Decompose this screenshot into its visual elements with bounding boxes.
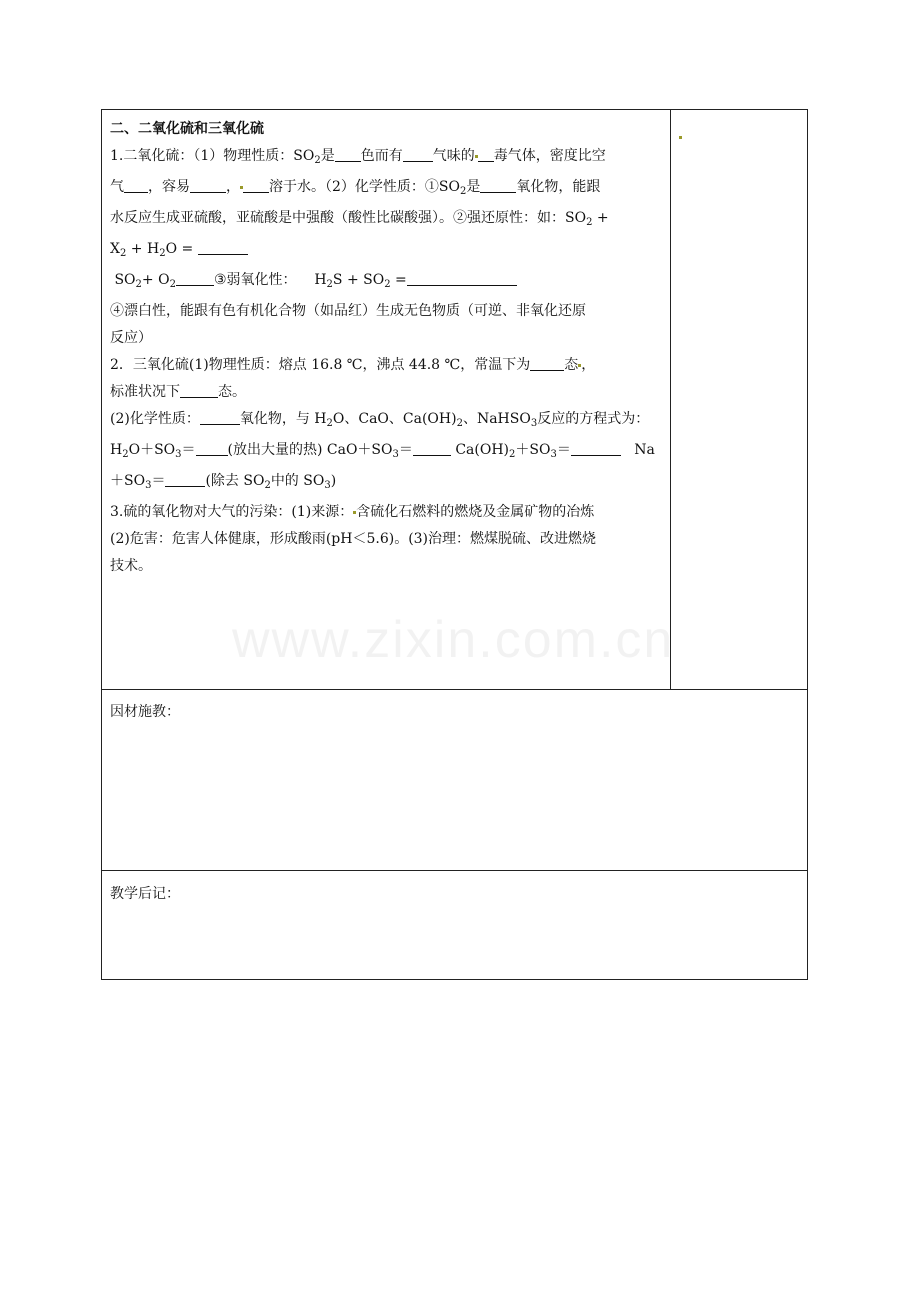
so3-line-2 xyxy=(110,379,662,406)
so2-line-1 xyxy=(110,143,662,174)
text-fragment: ，容易 xyxy=(148,179,190,195)
text-fragment: (除去 SO xyxy=(205,473,265,489)
answer-blank xyxy=(165,471,205,487)
section-title: 二、二氧化硫和三氧化硫 xyxy=(110,121,264,137)
subscript: 2 xyxy=(169,279,176,290)
answer-blank xyxy=(190,177,226,193)
adapt-teaching-row xyxy=(102,689,807,871)
subscript: 2 xyxy=(509,449,516,460)
answer-blank xyxy=(403,146,433,162)
subscript: 2 xyxy=(384,279,391,290)
text-fragment: ＝ xyxy=(556,442,571,458)
subscript: 2 xyxy=(456,418,463,429)
teaching-reflection-label: 教学后记： xyxy=(110,886,180,902)
watermark: www.zixin.com.cn xyxy=(232,611,675,669)
answer-blank xyxy=(407,270,517,286)
subscript: 3 xyxy=(324,480,331,491)
text-fragment: ＝ xyxy=(181,442,196,458)
text-fragment: 是 xyxy=(320,148,335,164)
text-fragment: ＝ xyxy=(151,473,166,489)
text-fragment: = xyxy=(390,272,407,288)
so2-line-4 xyxy=(110,236,662,267)
text-fragment: 水反应生成亚硫酸，亚硫酸是中强酸（酸性比碳酸强）。②强还原性：如：SO xyxy=(110,210,587,226)
subscript: 2 xyxy=(135,279,142,290)
text-fragment: 是 xyxy=(466,179,481,195)
subscript: 3 xyxy=(530,418,538,429)
text-fragment: ) xyxy=(330,473,337,489)
content-row xyxy=(102,110,807,690)
answer-blank xyxy=(196,440,228,456)
text-fragment: O＋SO xyxy=(128,442,176,458)
answer-blank xyxy=(124,177,148,193)
text-fragment: ＝ xyxy=(398,442,413,458)
column-divider xyxy=(670,110,671,689)
subscript: 2 xyxy=(122,449,129,460)
answer-blank xyxy=(176,270,214,286)
so2-line-7: 反应） xyxy=(110,330,152,346)
subscript: 2 xyxy=(119,248,127,259)
subscript: 3 xyxy=(175,449,182,460)
text-fragment: 色而有 xyxy=(360,148,403,164)
text-fragment: (放出大量的热) CaO＋SO xyxy=(227,442,393,458)
so3-line-5 xyxy=(110,468,662,499)
so3-line-3 xyxy=(110,406,662,437)
text-fragment: H xyxy=(314,272,327,288)
text-fragment: 中的 SO xyxy=(270,473,325,489)
text-fragment: Na xyxy=(634,442,655,458)
answer-blank xyxy=(530,355,564,371)
text-fragment: 1.二氧化硫：（1）物理性质：SO xyxy=(110,148,315,164)
adapt-teaching-label: 因材施教： xyxy=(110,704,180,720)
subscript: 2 xyxy=(326,418,333,429)
text-fragment: 3.硫的氧化物对大气的污染：(1)来源： xyxy=(110,504,354,520)
text-fragment: S + SO xyxy=(332,272,385,288)
pollution-line-1 xyxy=(110,499,662,526)
text-fragment: ③弱氧化性： xyxy=(213,272,297,288)
text-fragment: 反应的方程式为： xyxy=(537,411,650,427)
text-fragment: 气味的 xyxy=(432,148,475,164)
lesson-table xyxy=(101,109,808,980)
subscript: 2 xyxy=(459,186,467,197)
so2-line-5 xyxy=(110,267,662,298)
text-fragment: ， xyxy=(226,179,240,195)
answer-blank xyxy=(571,440,621,456)
text-fragment: X xyxy=(110,241,120,257)
subscript: 3 xyxy=(145,480,152,491)
text-fragment: 毒气体，密度比空 xyxy=(493,148,606,164)
text-fragment: 氧化物，与 H xyxy=(239,411,327,427)
text-fragment: 标准状况下 xyxy=(110,384,180,400)
so2-line-3 xyxy=(110,205,662,236)
text-fragment: SO xyxy=(114,272,136,288)
text-fragment: H xyxy=(110,442,123,458)
text-fragment: 2．三氧化硫(1)物理性质：熔点 16.8 ℃，沸点 44.8 ℃，常温下为 xyxy=(110,357,531,373)
pollution-line-3: 技术。 xyxy=(110,558,152,574)
answer-blank xyxy=(335,146,361,162)
text-fragment: O、CaO、Ca(OH) xyxy=(332,411,457,427)
subscript: 2 xyxy=(159,248,166,259)
so3-line-1 xyxy=(110,352,662,379)
text-fragment: 、NaHSO xyxy=(462,411,531,427)
text-fragment: (2)化学性质： xyxy=(110,411,200,427)
text-fragment: O = xyxy=(165,241,198,257)
text-fragment: ＋SO xyxy=(515,442,551,458)
content-cell xyxy=(110,116,662,580)
subscript: 3 xyxy=(550,449,557,460)
pollution-line-2: (2)危害：危害人体健康，形成酸雨(pH＜5.6)。(3)治理：燃煤脱硫、改进燃烧 xyxy=(110,531,597,547)
answer-blank xyxy=(243,177,269,193)
subscript: 2 xyxy=(586,217,593,228)
answer-blank xyxy=(413,440,451,456)
subscript: 2 xyxy=(326,279,333,290)
subscript: 2 xyxy=(264,480,271,491)
so2-line-2 xyxy=(110,174,662,205)
subscript: 3 xyxy=(392,449,399,460)
text-fragment: + H xyxy=(126,241,160,257)
text-fragment: 氧化物，能跟 xyxy=(516,179,601,195)
answer-blank xyxy=(480,177,516,193)
text-fragment: Ca(OH) xyxy=(450,442,509,458)
text-fragment: 态 xyxy=(564,357,579,373)
answer-blank xyxy=(478,146,494,162)
mark-dot xyxy=(679,136,682,139)
text-fragment: 含硫化石燃料的燃烧及金属矿物的冶炼 xyxy=(356,504,595,520)
answer-blank xyxy=(180,382,218,398)
text-fragment: 气 xyxy=(110,179,124,195)
text-fragment: + xyxy=(592,210,609,226)
text-fragment: 态。 xyxy=(218,384,246,400)
text-fragment: ， xyxy=(581,357,596,373)
so3-line-4 xyxy=(110,437,662,468)
text-fragment: 溶于水。（2）化学性质：①SO xyxy=(269,179,460,195)
answer-blank xyxy=(198,239,248,255)
text-fragment: ＋SO xyxy=(110,473,146,489)
so2-line-6: ④漂白性，能跟有色有机化合物（如品红）生成无色物质（可逆、非氧化还原 xyxy=(110,303,586,319)
teaching-reflection-row xyxy=(102,871,807,979)
answer-blank xyxy=(200,409,240,425)
subscript: 2 xyxy=(314,155,321,166)
text-fragment: + O xyxy=(141,272,170,288)
